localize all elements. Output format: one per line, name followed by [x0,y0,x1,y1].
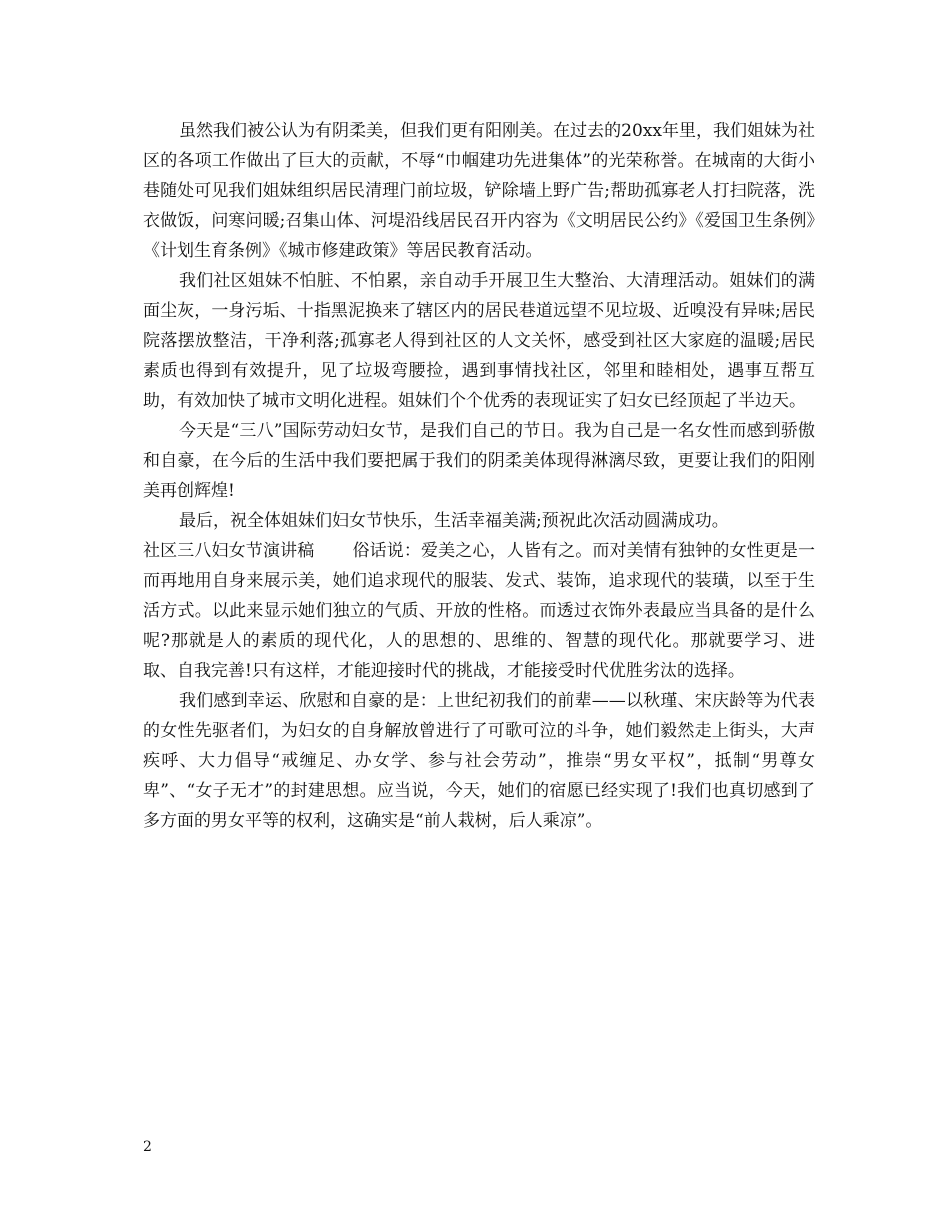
section-title: 社区三八妇女节演讲稿 [143,541,315,561]
page-number: 2 [143,1139,152,1155]
paragraph-1: 虽然我们被公认为有阴柔美，但我们更有阳刚美。在过去的20xx年里，我们姐妹为社区的各项工作做出了巨大的贡献，不辱“巾帼建功先进集体”的光荣称誉。在城南的大街小巷随处可见我们姐妹组织居民清理门前垃圾，铲除墙上野广告;帮助孤寡老人打扫院落，洗衣做饭，问寒问暖;召集山体、河堤沿线居民召开内容为《文明居民公约》《爱国卫生条例》《计划生育条例》《城市修建政策》等居民教育活动。 [143,121,815,261]
paragraph-2: 我们社区姐妹不怕脏、不怕累，亲自动手开展卫生大整治、大清理活动。姐妹们的满面尘灰，一身污垢、十指黑泥换来了辖区内的居民巷道远望不见垃圾、近嗅没有异味;居民院落摆放整洁，干净利落;孤寡老人得到社区的人文关怀，感受到社区大家庭的温暖;居民素质也得到有效提升，见了垃圾弯腰捡，遇到事情找社区，邻里和睦相处，遇事互帮互助，有效加快了城市文明化进程。姐妹们个个优秀的表现证实了妇女已经顶起了半边天。 [143,271,815,411]
paragraph-3: 今天是“三八”国际劳动妇女节，是我们自己的节日。我为自己是一名女性而感到骄傲和自豪，在今后的生活中我们要把属于我们的阴柔美体现得淋漓尽致，更要让我们的阳刚美再创辉煌! [143,421,815,501]
section-paragraph-2: 我们感到幸运、欣慰和自豪的是：上世纪初我们的前辈——以秋瑾、宋庆龄等为代表的女性先驱者们，为妇女的自身解放曾进行了可歌可泣的斗争，她们毅然走上街头，大声疾呼、大力倡导“戒缠足、办女学、参与社会劳动”，推崇“男女平权”，抵制“男尊女卑”、“女子无才”的封建思想。应当说，今天，她们的宿愿已经实现了!我们也真切感到了多方面的男女平等的权利，这确实是“前人栽树，后人乘凉”。 [143,691,815,831]
document-body [143,116,815,836]
paragraph-4: 最后，祝全体姐妹们妇女节快乐，生活幸福美满;预祝此次活动圆满成功。 [179,511,729,531]
section-paragraph-1: 俗话说：爱美之心，人皆有之。而对美情有独钟的女性更是一而再地用自身来展示美，她们追求现代的服装、发式、装饰，追求现代的装璜，以至于生活方式。以此来显示她们独立的气质、开放的性格。而透过衣饰外表最应当具备的是什么呢?那就是人的素质的现代化，人的思想的、思维的、智慧的现代化。那就要学习、进取、自我完善!只有这样，才能迎接时代的挑战，才能接受时代优胜劣汰的选择。 [143,541,816,681]
section-start-paragraph [143,536,815,686]
